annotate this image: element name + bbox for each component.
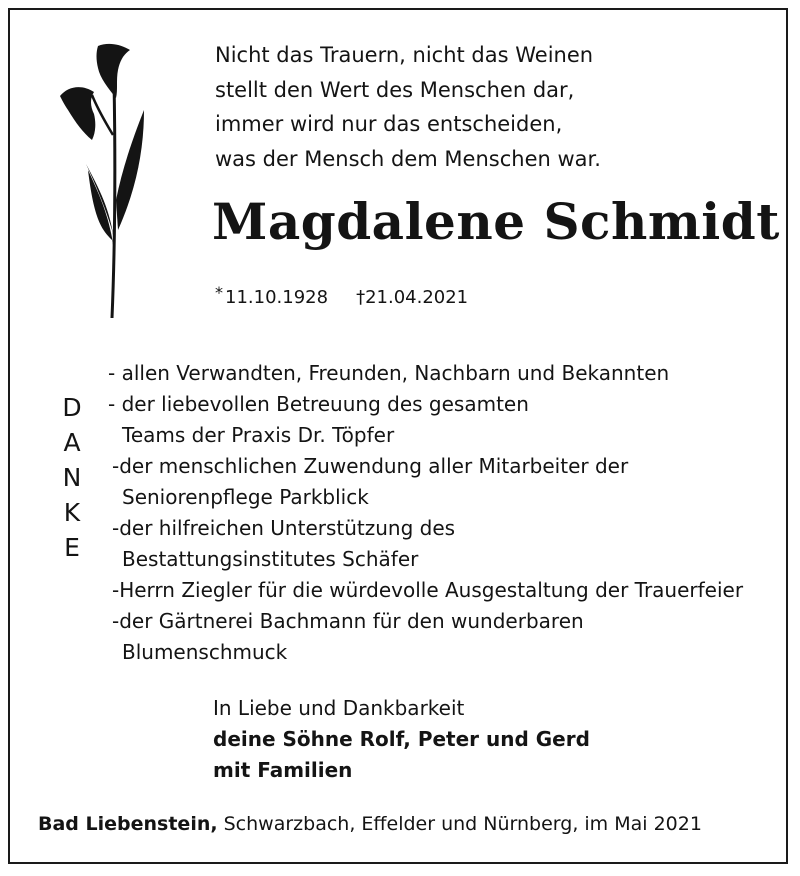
mourners-line: deine Söhne Rolf, Peter und Gerd (213, 727, 590, 751)
thanks-line: -der Gärtnerei Bachmann für den wunderbaren (112, 609, 584, 633)
deceased-name: Magdalene Schmidt (212, 192, 780, 251)
danke-letter: K (63, 498, 81, 527)
poem (215, 38, 601, 176)
place-date-rest: Schwarzbach, Effelder und Nürnberg, im Mai 2021 (217, 813, 702, 835)
thanks-line: - der liebevollen Betreuung des gesamten (108, 392, 529, 416)
thanks-list (104, 358, 743, 668)
death-symbol: † (356, 287, 366, 308)
poem-line: immer wird nur das entscheiden, (215, 112, 563, 136)
calla-lily-icon (56, 40, 146, 324)
death-date: 21.04.2021 (365, 287, 469, 308)
thanks-line: Blumenschmuck (122, 640, 288, 664)
place-name: Bad Liebenstein, (38, 813, 218, 835)
birth-symbol: * (215, 283, 223, 302)
families-line: mit Familien (213, 758, 353, 782)
poem-line: Nicht das Trauern, nicht das Weinen (215, 43, 594, 67)
thanks-line: - allen Verwandten, Freunden, Nachbarn und Bekannten (108, 361, 670, 385)
thanks-line: Teams der Praxis Dr. Töpfer (122, 423, 395, 447)
closing-line: In Liebe und Dankbarkeit (213, 696, 465, 720)
danke-letter: D (62, 393, 82, 422)
poem-line: was der Mensch dem Menschen war. (215, 146, 601, 171)
danke-letter: N (62, 463, 82, 492)
thanks-line: -Herrn Ziegler für die würdevolle Ausgestaltung der Trauerfeier (112, 578, 744, 602)
thanks-line: Seniorenpflege Parkblick (122, 485, 369, 509)
poem-line: stellt den Wert des Menschen dar, (215, 77, 575, 102)
birth-date: 11.10.1928 (225, 287, 329, 308)
thanks-line: Bestattungsinstitutes Schäfer (122, 547, 419, 571)
thanks-line: -der hilfreichen Unterstützung des (112, 516, 456, 540)
thanks-line: -der menschlichen Zuwendung aller Mitarbeiter der (112, 454, 629, 478)
danke-vertical (60, 390, 84, 565)
danke-letter: E (64, 533, 80, 562)
place-date-line (38, 813, 702, 835)
life-dates (215, 283, 469, 308)
closing-block (213, 693, 590, 786)
danke-letter: A (63, 428, 81, 457)
